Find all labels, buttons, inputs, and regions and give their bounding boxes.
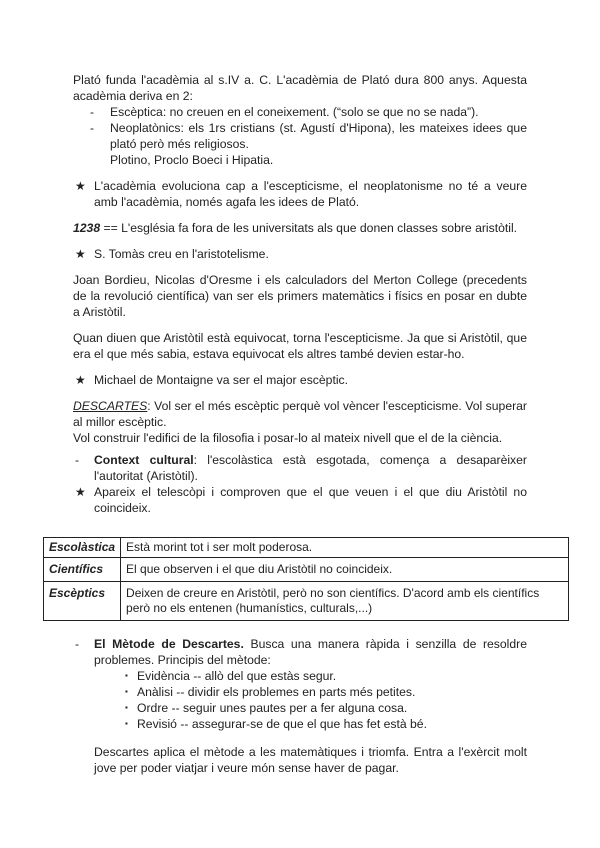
list-item-text: Neoplatònics: els 1rs cristians (st. Agustí d'Hipona), les mateixes idees que plató però més religiosos. <box>110 121 527 151</box>
star-icon: ★ <box>75 247 86 261</box>
list-item: ▪ Revisió -- assegurar-se de que el que has fet està bé. <box>125 717 427 731</box>
method-section <box>73 636 527 776</box>
dash-bullet: - <box>75 637 80 651</box>
list-item <box>73 104 527 120</box>
paragraph-scepticism: Quan diuen que Aristòtil està equivocat, torna l'escepticisme. Ja que si Aristòtil, que era el que més sabia, estava equivocat els altres també devien estar-ho. <box>73 331 527 361</box>
principles-list <box>73 668 527 732</box>
year-label: 1238 <box>73 221 101 235</box>
square-bullet: ▪ <box>125 671 128 680</box>
star-icon: ★ <box>75 485 86 499</box>
table-row-head: Escolàstica <box>44 538 121 558</box>
square-bullet: ▪ <box>125 703 128 712</box>
star-note: ★ Michael de Montaigne va ser el major escèptic. <box>75 373 349 387</box>
square-bullet: ▪ <box>125 719 128 728</box>
table-row <box>44 582 569 621</box>
dash-bullet: - <box>90 105 95 119</box>
context-label: Context cultural <box>94 453 194 467</box>
square-bullet: ▪ <box>125 687 128 696</box>
table-row <box>44 558 569 582</box>
comparison-table <box>43 537 569 621</box>
list-item <box>73 120 527 168</box>
method-item: - El Mètode de Descartes. Busca una manera ràpida i senzilla de resoldre problemes. Principis del mètode: <box>75 637 528 667</box>
list-item: ▪ Evidència -- allò del que estàs segur. <box>125 669 337 683</box>
paragraph-merton: Joan Bordieu, Nicolas d'Oresme i els calculadors del Merton College (precedents de la revolució científica) van ser els primers matemàtics i físics en posar en dubte a Aristòtil. <box>73 273 527 319</box>
paragraph-descartes: DESCARTES: Vol ser el més escèptic perquè vol vèncer l'escepticisme. Vol superar al millor escèptic. <box>73 399 527 429</box>
star-icon: ★ <box>75 179 86 193</box>
dash-bullet: - <box>90 121 95 135</box>
paragraph-descartes-2: Vol construir l'edifici de la filosofia i posar-lo al mateix nivell que el de la ciència. <box>73 431 503 445</box>
table-row-head: Escèptics <box>44 582 121 621</box>
academia-branches-list <box>73 104 527 168</box>
dash-bullet: - <box>75 453 80 467</box>
list-item: ▪ Anàlisi -- dividir els problemes en parts més petites. <box>125 685 416 699</box>
star-note: ★ L'acadèmia evoluciona cap a l'escepticisme, el neoplatonisme no té a veure amb l'acadèmia, només agafa les idees de Plató. <box>75 179 527 209</box>
table-row-text: El que observen i el que diu Aristòtil no coincideix. <box>121 558 569 582</box>
table-row <box>44 538 569 558</box>
paragraph-academia: Plató funda l'acadèmia al s.IV a. C. L'acadèmia de Plató dura 800 anys. Aquesta acadèmia deriva en 2: <box>73 73 527 103</box>
document-page <box>73 72 527 516</box>
table-row-head: Científics <box>44 558 121 582</box>
list-item-extra-text: Plotino, Proclo Boeci i Hipatia. <box>110 153 274 167</box>
list-item: ▪ Ordre -- seguir unes pautes per a fer alguna cosa. <box>125 701 408 715</box>
paragraph-final: Descartes aplica el mètode a les matemàtiques i triomfa. Entra a l'exèrcit molt jove per poder viatjar i veure món sense haver de pagar. <box>94 745 527 775</box>
table-row-text: Està morint tot i ser molt poderosa. <box>121 538 569 558</box>
context-item: - Context cultural: l'escolàstica està esgotada, comença a desaparèixer l'autoritat (Aristòtil). <box>75 453 527 483</box>
star-note: ★ Apareix el telescòpi i comproven que el que veuen i el que diu Aristòtil no coincideix. <box>75 485 527 515</box>
descartes-heading: DESCARTES <box>73 399 148 413</box>
method-label: El Mètode de Descartes. <box>94 637 244 651</box>
table-row-text: Deixen de creure en Aristòtil, però no son científics. D'acord amb els científics però no els entenen (humanístics, culturals,...) <box>121 582 569 621</box>
star-icon: ★ <box>75 373 86 387</box>
paragraph-1238: 1238 == L'església fa fora de les universitats als que donen classes sobre aristòtil. <box>73 221 518 235</box>
list-item-text: Escèptica: no creuen en el coneixement. (“solo se que no se nada”). <box>110 105 479 119</box>
star-note: ★ S. Tomàs creu en l'aristotelisme. <box>75 247 269 261</box>
